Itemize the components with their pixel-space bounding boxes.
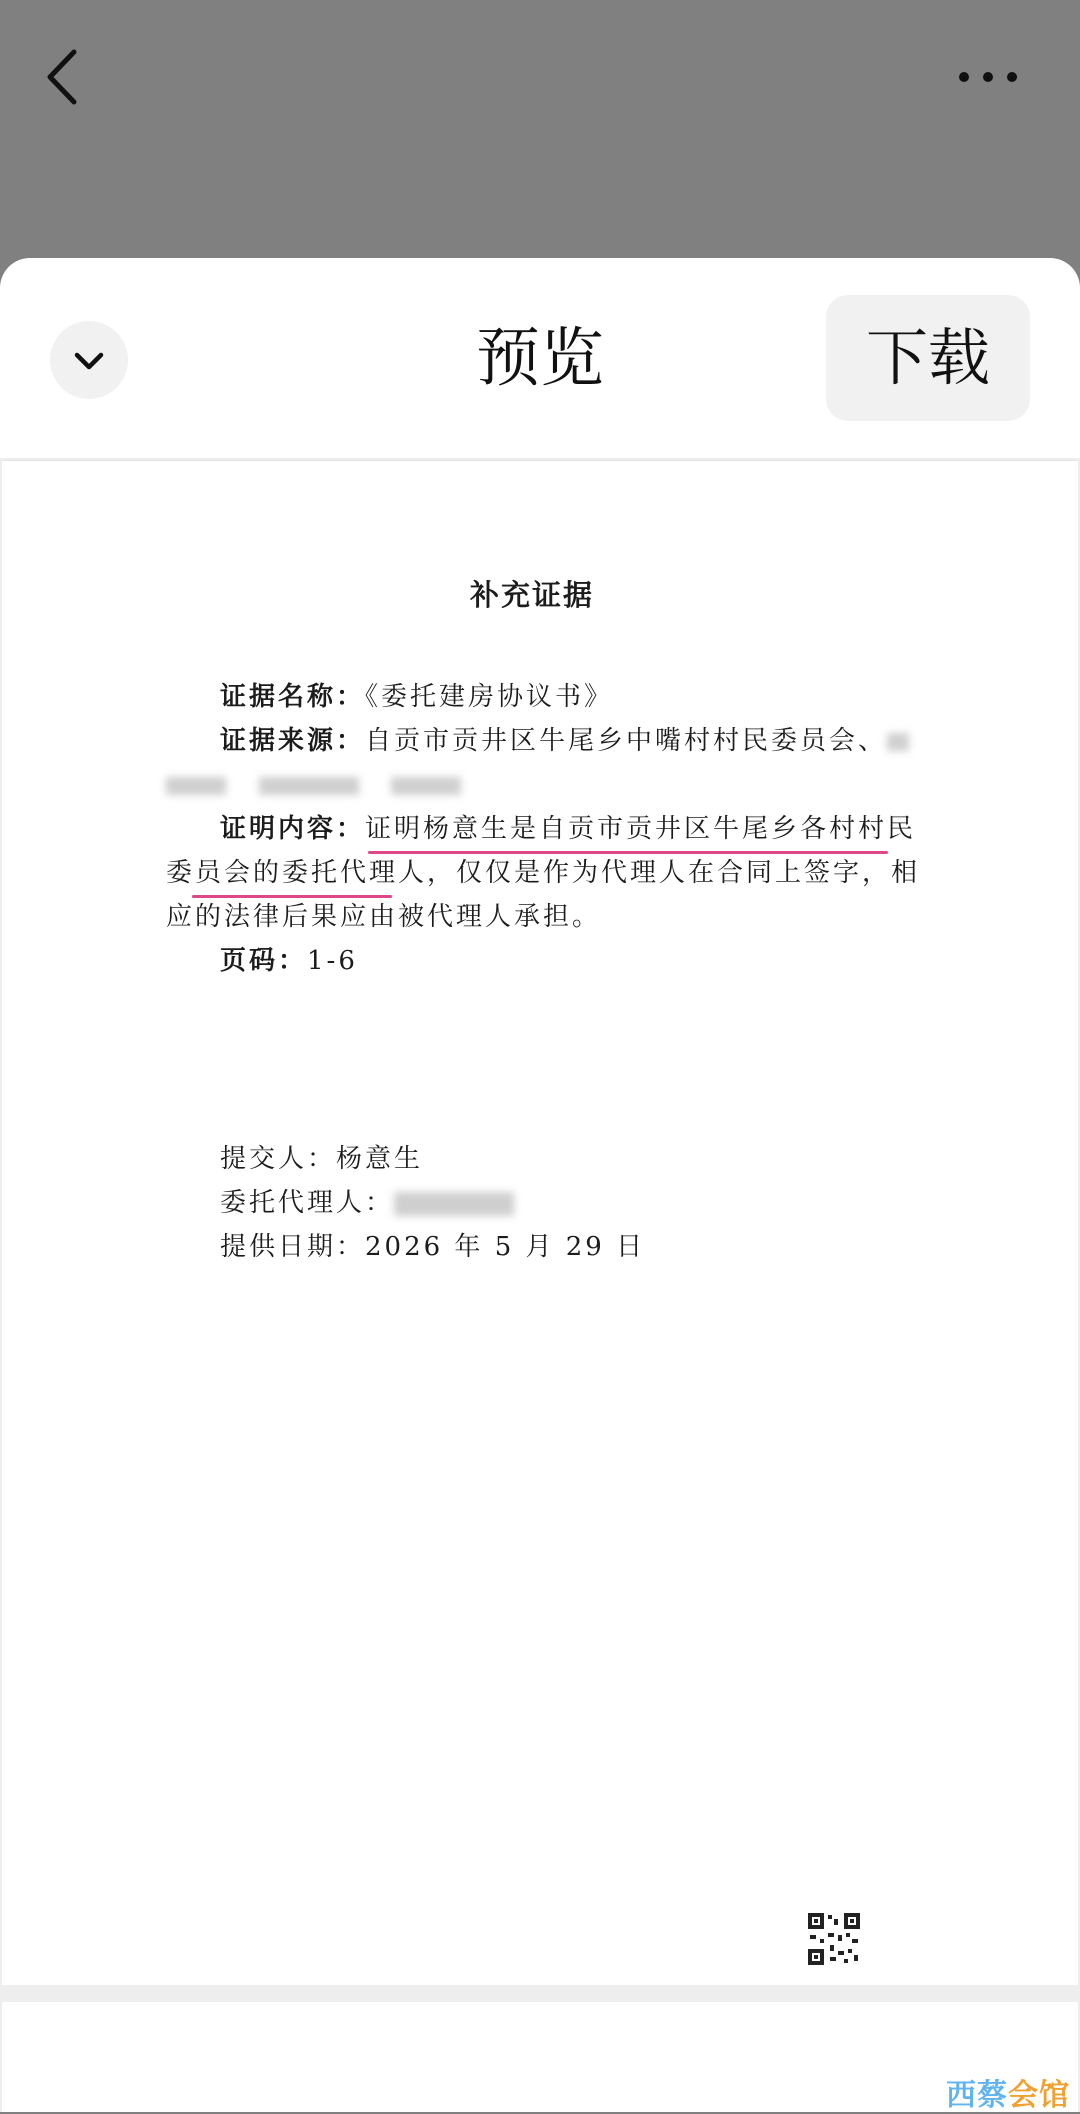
agent-line [220,1181,514,1225]
top-bar [0,0,1080,258]
evidence-source-label: 证据来源： [220,726,366,756]
sheet-title: 预览 [476,322,604,396]
preview-sheet [0,258,1080,2112]
redacted-text [259,777,359,795]
document-page [2,460,1078,1985]
evidence-source-line [220,719,909,763]
agent-label: 委托代理人： [220,1188,395,1218]
proof-line-2 [166,851,920,895]
ellipsis-icon[interactable] [956,62,1020,92]
proof-line-3 [166,895,601,939]
redacted-signature [394,1192,514,1216]
evidence-source-value: 自贡市贡井区牛尾乡中嘴村村民委员会、 [365,726,888,756]
submitter-line [220,1137,423,1181]
page-value: 1-6 [307,946,358,976]
download-button[interactable]: 下载 [826,295,1030,421]
proof-text-3: 应的法律后果应由被代理人承担。 [166,902,602,932]
page-number-line [220,939,358,983]
page-label: 页码： [220,946,308,976]
date-text: 提供日期：2026 年 5 月 29 日 [220,1232,646,1262]
evidence-name-line [220,675,613,719]
qr-code-icon [808,1913,860,1965]
document-viewer[interactable] [0,458,1080,2112]
evidence-name-label: 证据名称： [220,682,366,712]
redacted-text [391,777,461,795]
submitter-text: 提交人：杨意生 [220,1144,424,1174]
proof-text-2: 委员会的委托代理人，仅仅是作为代理人在合同上签字，相 [166,858,921,888]
document-title: 补充证据 [469,578,594,612]
watermark-logo: 西蔡会馆 [946,2078,1070,2113]
proof-label: 证明内容： [220,814,366,844]
evidence-name-value: 《委托建房协议书》 [365,682,614,712]
next-document-page [2,2002,1078,2112]
proof-text-1: 证明杨意生是自贡市贡井区牛尾乡各村村民 [365,814,917,844]
redacted-text [166,777,226,795]
sheet-header [0,258,1080,458]
evidence-source-redacted-line [166,763,461,807]
proof-line-1 [220,807,916,851]
chevron-left-icon[interactable] [40,44,84,110]
redacted-text [887,733,909,751]
date-line [220,1225,645,1269]
